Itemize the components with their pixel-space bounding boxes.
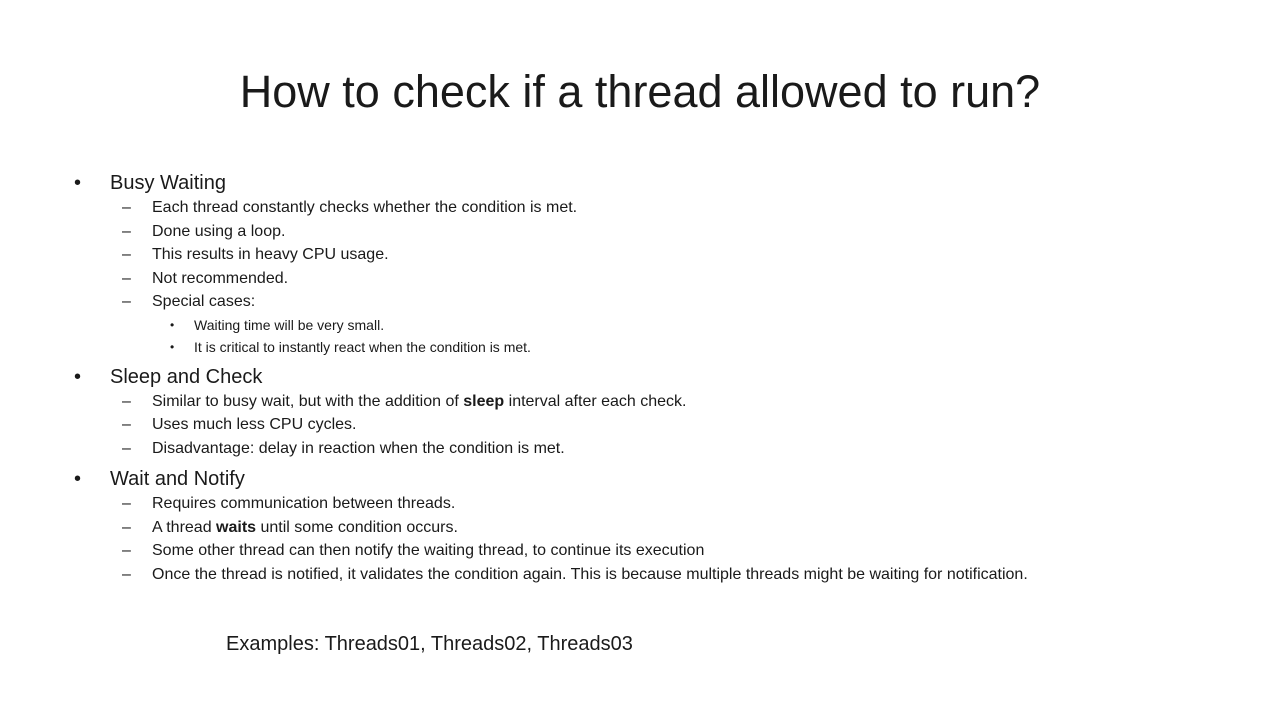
sub-list-item — [72, 336, 1252, 358]
list-item — [72, 390, 1252, 414]
list-item-text — [152, 393, 687, 410]
list-item-text: Each thread constantly checks whether the condition is met. — [152, 199, 578, 216]
dash-icon: – — [122, 439, 131, 457]
text-run: until some condition occurs. — [256, 518, 458, 536]
slide-title: How to check if a thread allowed to run? — [239, 66, 1041, 117]
dash-icon: – — [122, 518, 131, 536]
bullet-icon: • — [74, 365, 82, 388]
list-item — [72, 290, 1252, 314]
bold-keyword: sleep — [463, 392, 505, 410]
list-item — [72, 437, 1252, 461]
section-sleep-and-check — [72, 364, 1252, 390]
list-item — [72, 196, 1252, 220]
list-item-text: Not recommended. — [152, 269, 289, 287]
dash-icon: – — [122, 199, 131, 216]
list-item-text: Some other thread can then notify the waiting thread, to continue its execution — [152, 542, 705, 559]
dash-icon: – — [122, 222, 131, 240]
section-heading: Sleep and Check — [110, 365, 263, 388]
text-run: A thread — [152, 518, 217, 536]
list-item-text: Disadvantage: delay in reaction when the condition is met. — [152, 439, 565, 457]
list-item — [72, 220, 1252, 244]
bullet-icon: • — [170, 339, 175, 354]
bold-keyword: waits — [216, 518, 257, 536]
dash-icon: – — [122, 565, 131, 583]
text-run: interval after each check. — [504, 392, 687, 410]
sub-list-item — [72, 314, 1252, 336]
list-item-text: Uses much less CPU cycles. — [152, 416, 357, 433]
sub-list-item-text: It is critical to instantly react when the condition is met. — [194, 338, 531, 355]
bullet-icon: • — [170, 317, 175, 332]
section-busy-waiting — [72, 170, 1252, 196]
dash-icon: – — [122, 269, 131, 287]
slide-body — [72, 170, 1252, 586]
sub-list-item-text: Waiting time will be very small. — [194, 316, 385, 333]
list-item — [72, 563, 1252, 587]
list-item-text: This results in heavy CPU usage. — [152, 246, 389, 263]
list-item — [72, 267, 1252, 291]
dash-icon: – — [122, 495, 131, 512]
dash-icon: – — [122, 246, 131, 263]
list-item — [72, 243, 1252, 267]
list-item-text: Special cases: — [152, 293, 256, 310]
section-heading: Busy Waiting — [110, 172, 226, 194]
section-heading: Wait and Notify — [110, 468, 245, 490]
list-item-text: Requires communication between threads. — [152, 495, 456, 512]
dash-icon: – — [122, 416, 131, 433]
dash-icon: – — [122, 392, 131, 410]
text-run: Similar to busy wait, but with the addition of — [152, 392, 464, 410]
list-item — [72, 492, 1252, 516]
list-item — [72, 516, 1252, 540]
list-item-text — [152, 519, 458, 536]
dash-icon: – — [122, 293, 131, 310]
dash-icon: – — [122, 542, 131, 559]
bullet-icon: • — [74, 172, 82, 194]
bullet-icon: • — [74, 468, 82, 490]
examples-note: Examples: Threads01, Threads02, Threads03 — [226, 633, 633, 655]
list-item-text: Once the thread is notified, it validates the condition again. This is because multiple threads might be waiting for notification. — [152, 565, 1028, 583]
section-wait-and-notify — [72, 466, 1252, 492]
list-item — [72, 539, 1252, 563]
list-item-text: Done using a loop. — [152, 222, 286, 240]
list-item — [72, 413, 1252, 437]
